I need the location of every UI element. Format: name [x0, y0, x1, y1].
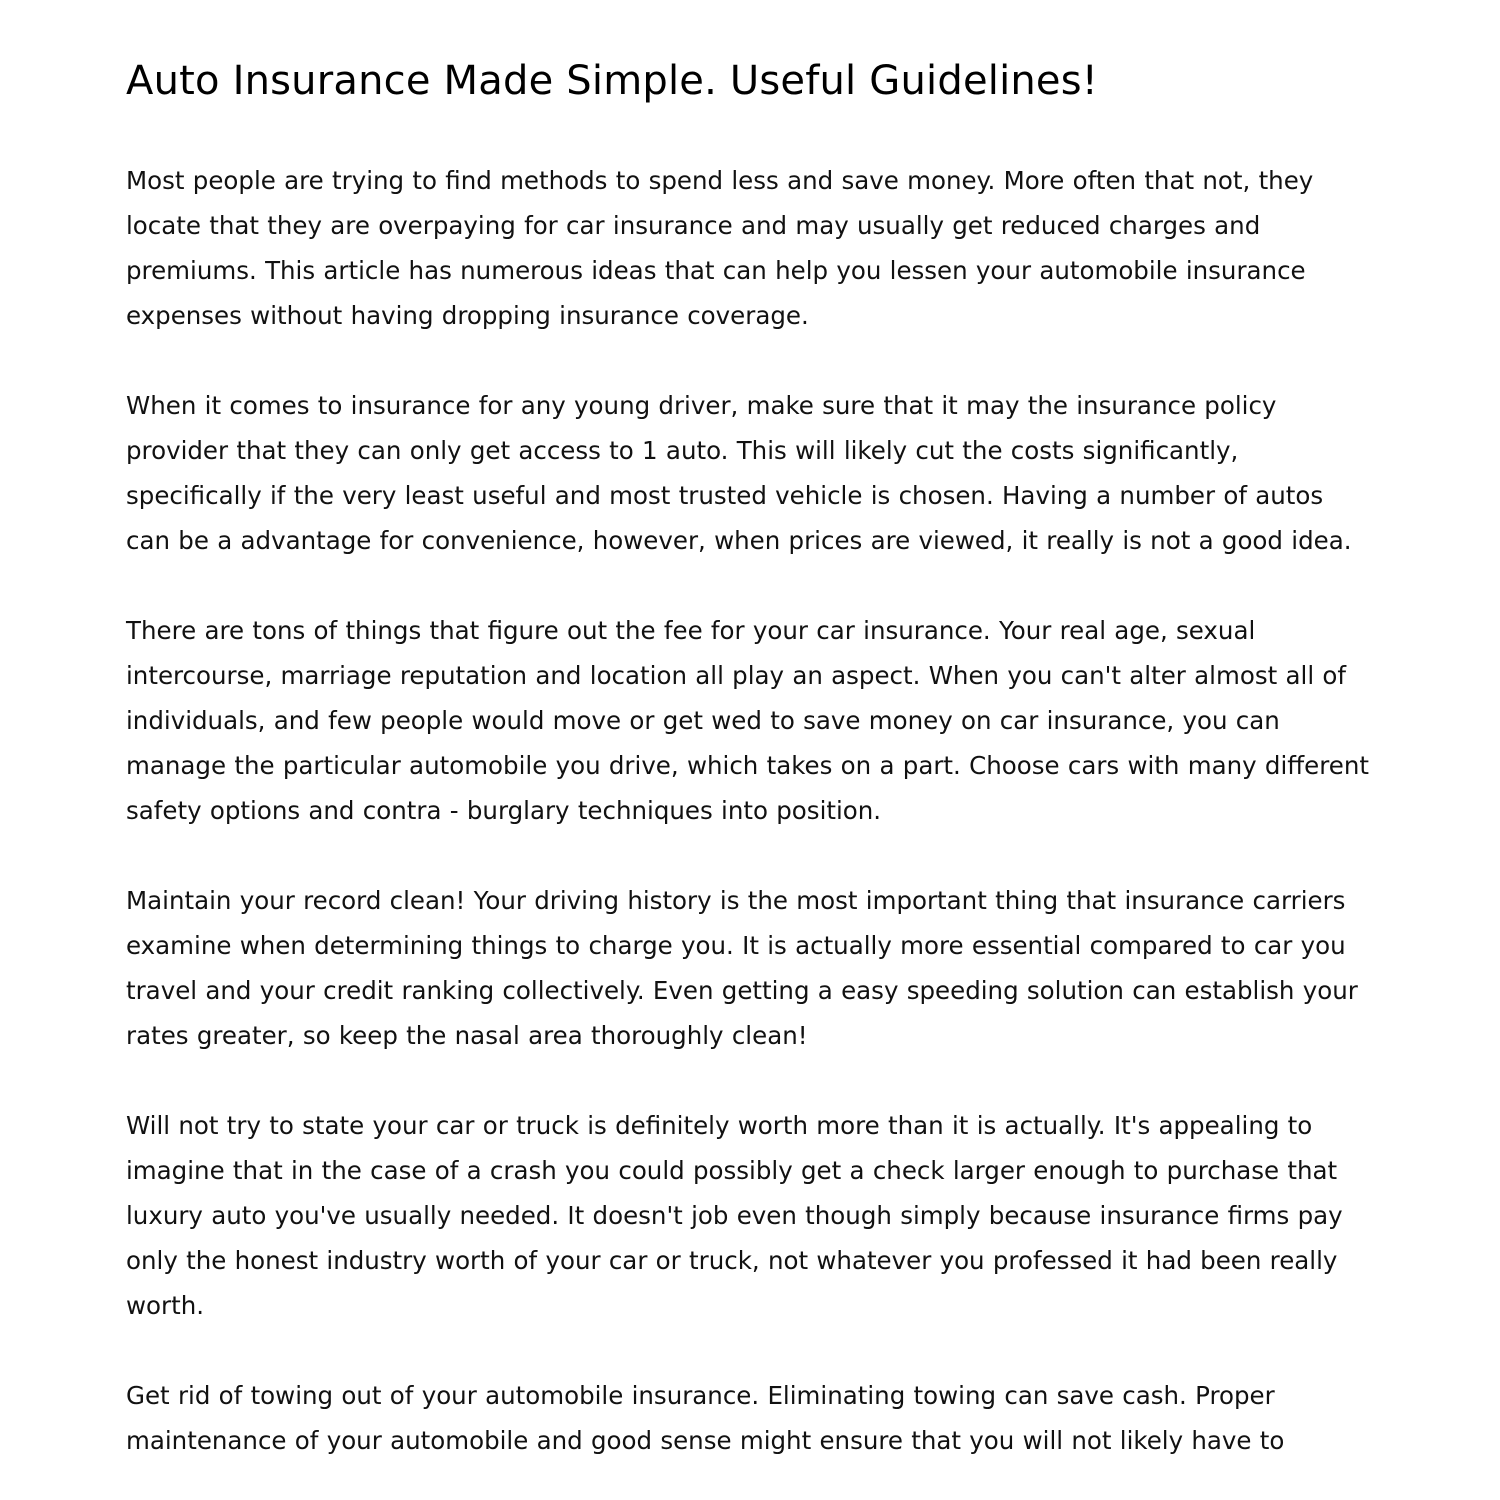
- paragraph: Get rid of towing out of your automobile insurance. Eliminating towing can save cash. Proper maintenance of your automobile and good sense might ensure that you will not likely have to: [126, 1381, 1285, 1455]
- paragraph: When it comes to insurance for any young driver, make sure that it may the insurance policy provider that they can only get access to 1 auto. This will likely cut the costs significantly, specifically if the very least useful and most trusted vehicle is chosen. Having a number of autos can be a advantage for convenience, however, when prices are viewed, it really is not a good idea.: [126, 391, 1352, 555]
- paragraph: Will not try to state your car or truck is definitely worth more than it is actually. It's appealing to imagine that in the case of a crash you could possibly get a check larger enough to purchase that luxury auto you've usually needed. It doesn't job even though simply because insurance firms pay only the honest industry worth of your car or truck, not whatever you professed it had been really worth.: [126, 1111, 1343, 1320]
- paragraph: There are tons of things that figure out the fee for your car insurance. Your real age, sexual intercourse, marriage reputation and location all play an aspect. When you can't alter almost all of individuals, and few people would move or get wed to save money on car insurance, you can manage the particular automobile you drive, which takes on a part. Choose cars with many different safety options and contra - burglary techniques into position.: [126, 616, 1369, 825]
- page-title: Auto Insurance Made Simple. Useful Guidelines!: [126, 58, 1099, 104]
- document-body: [126, 158, 1374, 1463]
- paragraph: Maintain your record clean! Your driving history is the most important thing that insurance carriers examine when determining things to charge you. It is actually more essential compared to car you travel and your credit ranking collectively. Even getting a easy speeding solution can establish your rates greater, so keep the nasal area thoroughly clean!: [126, 886, 1358, 1050]
- paragraph: Most people are trying to find methods to spend less and save money. More often that not, they locate that they are overpaying for car insurance and may usually get reduced charges and premiums. This article has numerous ideas that can help you lessen your automobile insurance expenses without having dropping insurance coverage.: [126, 166, 1314, 330]
